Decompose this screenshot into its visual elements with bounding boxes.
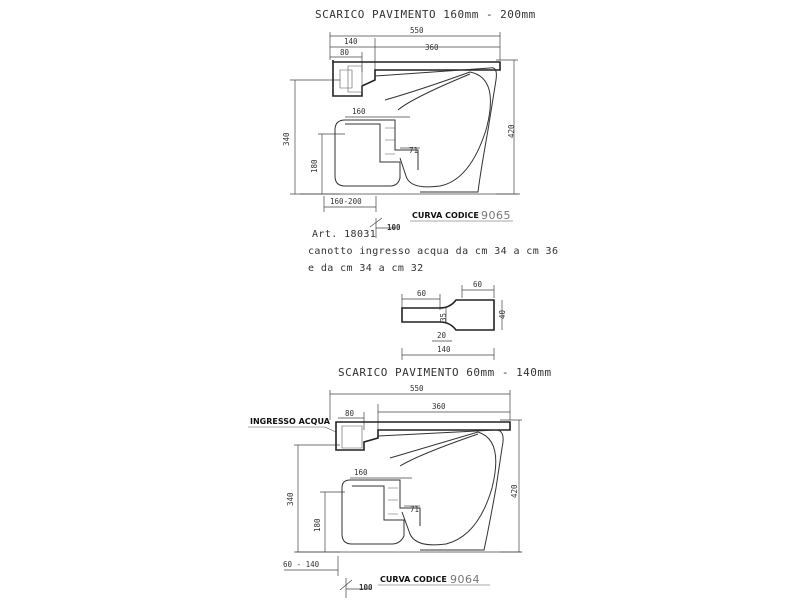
top-bowl-inner: [385, 72, 490, 187]
bottom-dim-outlet-offset: 160: [354, 468, 368, 477]
inlet-label: INGRESSO ACQUA: [250, 417, 330, 426]
note-line-1: canotto ingresso acqua da cm 34 a cm 36: [308, 246, 559, 257]
bottom-dim-pipe-diameter: 71: [410, 505, 420, 514]
bottom-dim-right-height: 420: [510, 484, 519, 498]
bottom-dim-pipe-length: 100: [359, 583, 373, 592]
dim-pipe-diameter: 71: [409, 146, 419, 155]
dim-left-width: 140: [344, 37, 358, 46]
detail-inner-diam: 35: [439, 312, 448, 322]
bottom-outlet-pipe: [342, 480, 420, 526]
article-notes: [308, 229, 558, 274]
article-number: Art. 18031: [312, 229, 377, 240]
top-bowl-rim: [398, 74, 470, 110]
dim-right-height: 420: [507, 124, 516, 138]
bottom-dim-total-height: 340: [286, 492, 295, 506]
dim-outlet-offset: 160: [352, 107, 366, 116]
detail-outer-diam: 40: [498, 309, 507, 319]
dim-inlet-width: 80: [340, 48, 350, 57]
top-outlet-pipe: [335, 120, 418, 170]
top-toilet-view: [282, 8, 536, 238]
bottom-view-title: SCARICO PAVIMENTO 60mm - 140mm: [338, 366, 552, 379]
note-line-2: e da cm 34 a cm 32: [308, 263, 424, 274]
bottom-bowl-inner: [390, 432, 496, 545]
detail-step: 20: [437, 331, 447, 340]
curve-label-top: CURVA CODICE: [412, 211, 479, 220]
curve-code-top: 9065: [481, 209, 511, 222]
dim-floor-range: 160-200: [330, 197, 362, 206]
dim-overall-width: 550: [410, 26, 424, 35]
dim-bowl-width: 360: [425, 43, 439, 52]
detail-left-len: 60: [417, 289, 427, 298]
curve-code-bottom: 9064: [450, 573, 480, 586]
detail-pipe-body: [402, 300, 494, 330]
detail-right-len: 60: [473, 280, 483, 289]
bottom-dim-inlet-width: 80: [345, 409, 355, 418]
dim-total-height: 340: [282, 132, 291, 146]
bottom-dim-floor-range: 60 - 140: [283, 560, 320, 569]
bottom-dim-bowl-width: 360: [432, 402, 446, 411]
top-bowl-outline: [375, 68, 496, 192]
dim-outlet-height: 180: [310, 159, 319, 173]
dim-pipe-length: 100: [387, 223, 401, 232]
pipe-detail: [402, 280, 507, 360]
detail-total-len: 140: [437, 345, 451, 354]
curve-label-bottom: CURVA CODICE: [380, 575, 447, 584]
top-view-title: SCARICO PAVIMENTO 160mm - 200mm: [315, 8, 536, 21]
bottom-toilet-view: [248, 366, 552, 598]
bottom-dim-overall-width: 550: [410, 384, 424, 393]
bottom-dim-outlet-height: 180: [313, 518, 322, 532]
